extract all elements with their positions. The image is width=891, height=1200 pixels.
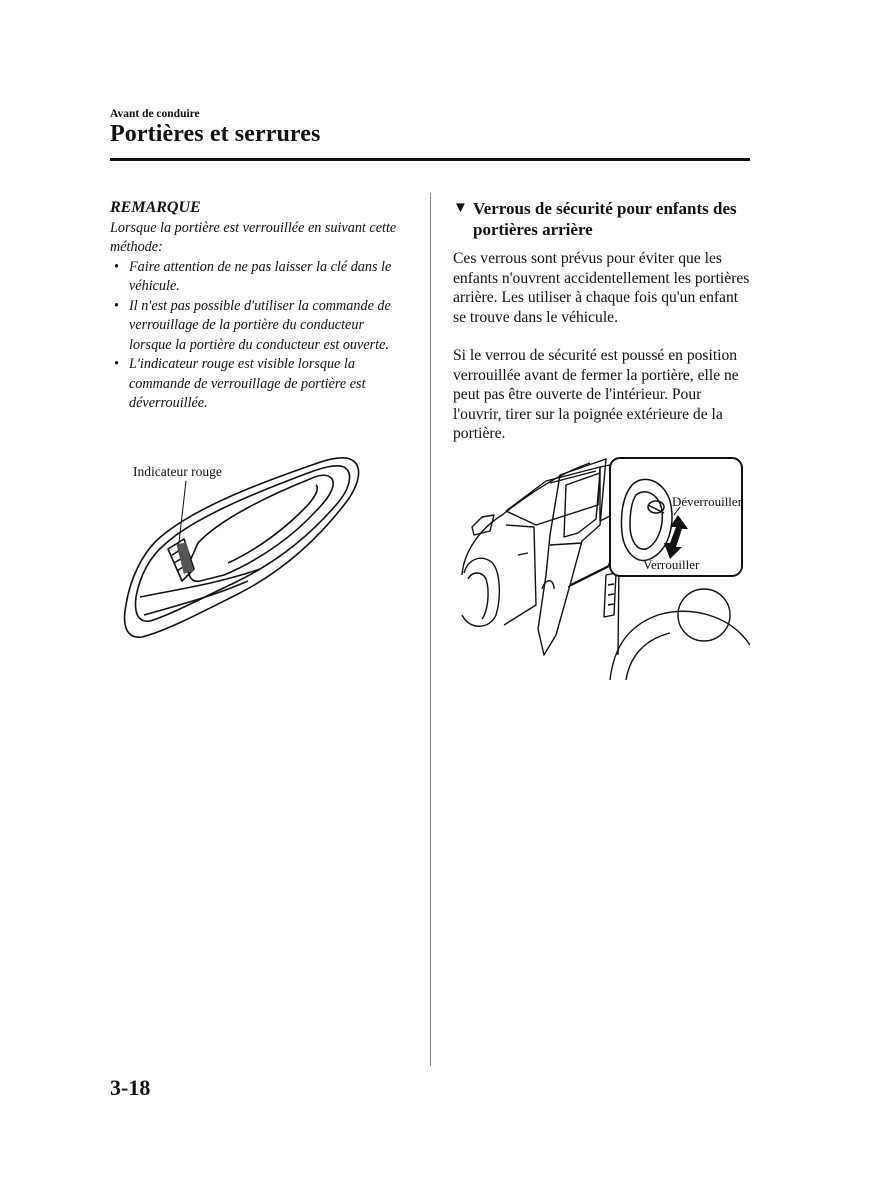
paragraph: Ces verrous sont prévus pour éviter que les enfants n'ouvrent accidentellement les portières arrière. Les utiliser à chaque fois qu'un enfant se trouve dans le véhicule.: [453, 250, 750, 326]
column-divider: [430, 193, 431, 1066]
child-lock-figure: [450, 455, 750, 680]
section-heading-text: Verrous de sécurité pour enfants des portières arrière: [473, 199, 737, 239]
door-handle-figure: [120, 455, 370, 645]
car-rear-door-illustration: [450, 455, 750, 680]
note-intro: Lorsque la portière est verrouillée en suivant cette méthode:: [110, 219, 397, 255]
title-rule: [110, 158, 750, 161]
red-indicator-label: Indicateur rouge: [133, 464, 222, 479]
bullet-icon: •: [114, 258, 119, 275]
note-item: [110, 297, 410, 356]
note-item: [110, 355, 410, 414]
note-list: [110, 258, 410, 414]
note-block: [110, 198, 410, 414]
note-item-text: L'indicateur rouge est visible lorsque la commande de verrouillage de portière est déverrouillée.: [129, 356, 366, 411]
section-heading: [453, 198, 753, 240]
note-heading: REMARQUE: [110, 199, 201, 216]
note-item-text: Faire attention de ne pas laisser la clé dans le véhicule.: [129, 258, 392, 294]
paragraph: Si le verrou de sécurité est poussé en position verrouillée avant de fermer la portière, elle ne peut pas être ouverte de l'intérieur. Pour l'ouvrir, tirer sur la poignée extérieure de la portière.: [453, 347, 739, 443]
page-title: Portières et serrures: [110, 121, 321, 147]
note-item-text: Il n'est pas possible d'utiliser la commande de verrouillage de la portière du conducteur lorsque la portière du conducteur est ouverte.: [129, 297, 391, 353]
door-handle-illustration: [120, 455, 370, 645]
note-item: [110, 258, 410, 297]
bullet-icon: •: [114, 356, 119, 372]
bullet-icon: •: [114, 297, 119, 314]
unlock-label: Déverrouiller: [672, 494, 743, 509]
lock-label: Verrouiller: [643, 557, 700, 572]
section-label: Avant de conduire: [110, 108, 200, 120]
page-number: 3-18: [110, 1075, 151, 1100]
triangle-marker-icon: ▼: [453, 200, 468, 216]
